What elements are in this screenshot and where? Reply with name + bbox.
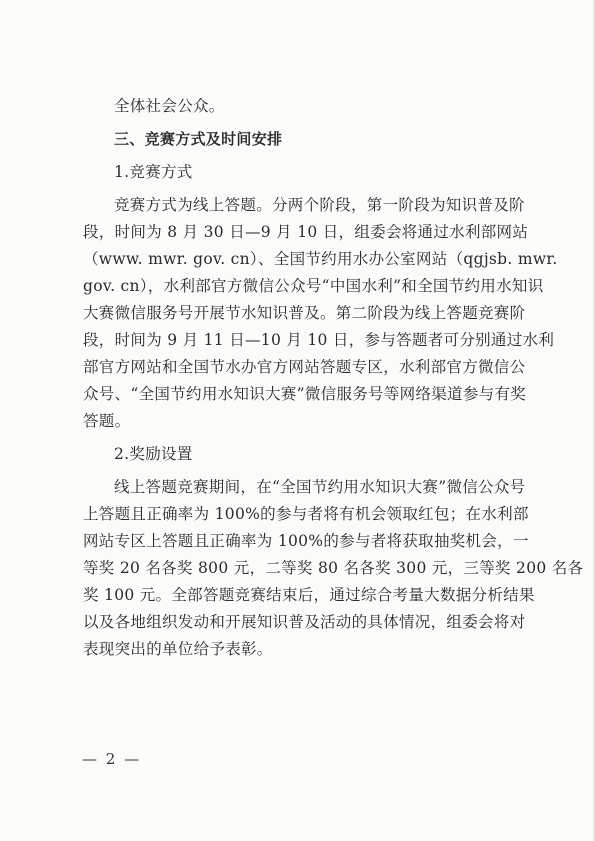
paragraph-line: 众号、“全国节约用水知识大赛”微信服务号等网络渠道参与有奖	[83, 385, 527, 403]
paragraph-competition-method	[83, 192, 558, 435]
paragraph-line: 答题。	[83, 412, 131, 430]
paragraph-line: 上答题且正确率为 100%的参与者将有机会领取红包；在水利部	[83, 505, 529, 523]
paragraph-line: 奖 100 元。全部答题竞赛结束后，通过综合考量大数据分析结果	[83, 586, 535, 604]
document-body	[83, 93, 584, 663]
paragraph-line: 段，时间为 8 月 30 日—9 月 10 日，组委会将通过水利部网站	[83, 223, 529, 241]
intro-tail-text: 全体社会公众。	[114, 97, 225, 115]
paragraph-line: 表现突出的单位给予表彰。	[83, 640, 273, 658]
paragraph-line: 段，时间为 9 月 11 日—10 月 10 日，参与答题者可分别通过水利	[83, 331, 555, 349]
subheading-award-settings: 2.奖励设置	[114, 445, 193, 463]
paragraph-line: 以及各地组织发动和开展知识普及活动的具体情况，组委会将对	[83, 613, 526, 631]
paragraph-line: （www. mwr. gov. cn）、全国节约用水办公室网站（qgjsb. mwr.	[83, 250, 558, 268]
paragraph-line: 线上答题竞赛期间，在“全国节约用水知识大赛”微信公众号	[114, 478, 526, 496]
paragraph-line: 等奖 20 名各奖 800 元，二等奖 80 名各奖 300 元，三等奖 200 名各	[83, 559, 584, 577]
paragraph-line: gov. cn），水利部官方微信公众号“中国水利”和全国节约用水知识	[83, 277, 544, 295]
paragraph-line: 部官方网站和全国节水办官方网站答题专区，水利部官方微信公	[83, 358, 526, 376]
paragraph-line: 大赛微信服务号开展节水知识普及。第二阶段为线上答题竞赛阶	[83, 304, 526, 322]
paragraph-line: 竞赛方式为线上答题。分两个阶段，第一阶段为知识普及阶	[114, 196, 525, 214]
page-number: — 2 —	[82, 750, 142, 768]
paragraph-award-settings	[83, 474, 584, 663]
paragraph-line: 网站专区上答题且正确率为 100%的参与者将获取抽奖机会，一	[83, 532, 529, 550]
subheading-competition-method: 1.竞赛方式	[114, 163, 193, 181]
section-heading-competition-method: 三、竞赛方式及时间安排	[114, 130, 283, 148]
